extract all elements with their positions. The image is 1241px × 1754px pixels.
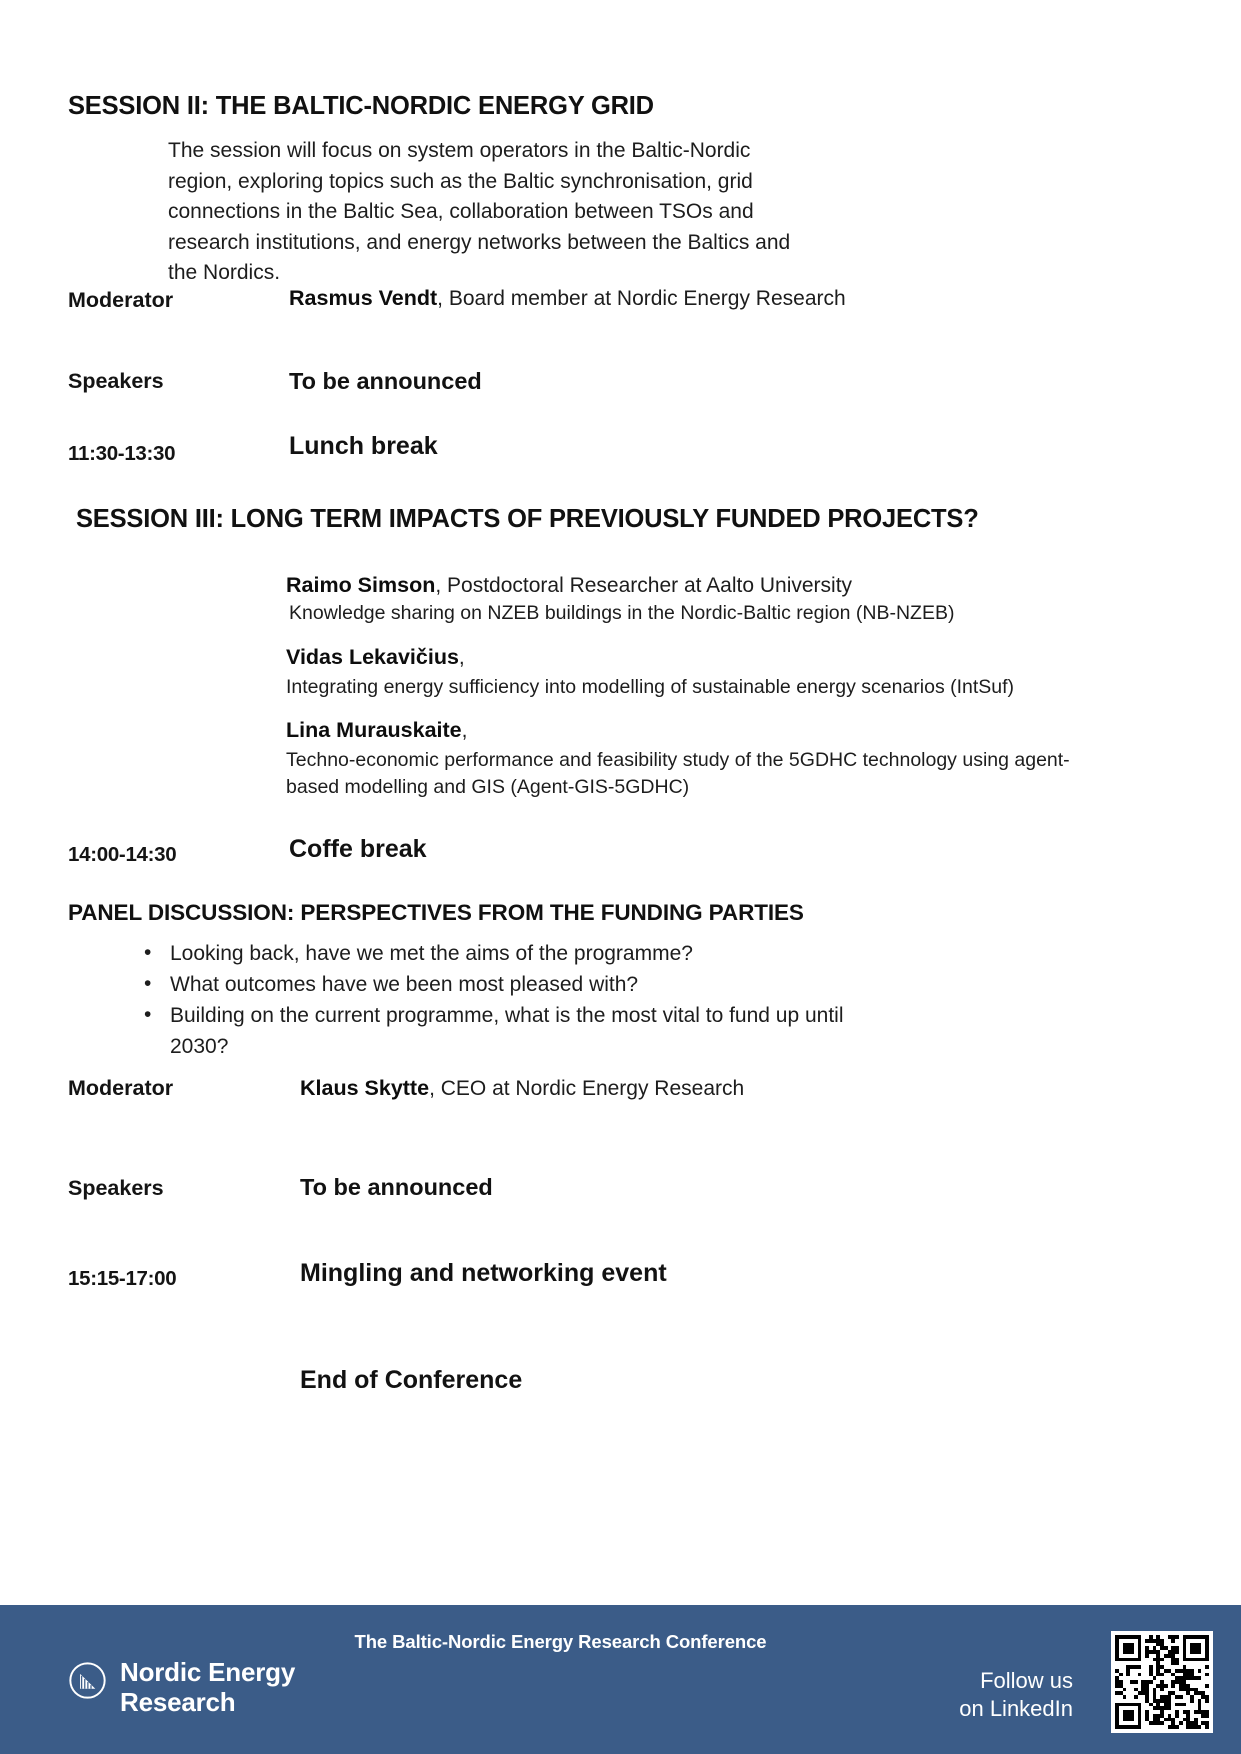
session-3-speaker-1-role: , Postdoctoral Researcher at Aalto University — [435, 574, 853, 597]
follow-line-2: on LinkedIn — [959, 1696, 1073, 1721]
lunch-time: 11:30-13:30 — [68, 442, 176, 465]
session-2-moderator-value — [289, 286, 846, 311]
session-3-heading: SESSION III: LONG TERM IMPACTS OF PREVIOUSLY FUNDED PROJECTS? — [76, 505, 979, 533]
coffee-title: Coffe break — [289, 835, 427, 863]
session-3-speaker-3 — [286, 718, 1076, 801]
session-2-description: The session will focus on system operators in the Baltic-Nordic region, exploring topics such as the Baltic synchronisation, grid connections in the Baltic Sea, collaboration between TSOs and research institutions, and energy networks between the Baltics and the Nordics. — [168, 139, 791, 284]
logo-line-2: Research — [120, 1687, 236, 1717]
session-3-speaker-3-role: , — [461, 719, 468, 742]
session-3-speaker-2-role: , — [458, 646, 465, 669]
session-3-speaker-2-name: Vidas Lekavičius — [286, 645, 459, 669]
logo-wordmark — [120, 1657, 295, 1717]
nordic-energy-logo-icon — [68, 1661, 107, 1700]
coffee-time: 14:00-14:30 — [68, 843, 177, 866]
end-of-conference-title: End of Conference — [300, 1366, 523, 1394]
session-2-moderator-role: , Board member at Nordic Energy Research — [437, 287, 846, 310]
linkedin-qr-code[interactable] — [1111, 1631, 1213, 1733]
mingling-time: 15:15-17:00 — [68, 1267, 177, 1290]
session-3-speaker-3-line — [286, 718, 1076, 743]
panel-speakers-label: Speakers — [68, 1176, 164, 1200]
session-2-speakers-value: To be announced — [289, 368, 482, 394]
session-3-speaker-1-line — [286, 573, 954, 598]
session-3-speaker-3-project: Techno-economic performance and feasibility study of the 5GDHC technology using agent-based modelling and GIS (Agent-GIS-5GDHC) — [286, 749, 1070, 798]
panel-moderator-role: , CEO at Nordic Energy Research — [429, 1077, 745, 1100]
lunch-title: Lunch break — [289, 432, 438, 460]
mingling-title: Mingling and networking event — [300, 1259, 667, 1287]
session-2-heading: SESSION II: THE BALTIC-NORDIC ENERGY GRID — [68, 92, 654, 120]
session-3-speaker-1-name: Raimo Simson — [286, 573, 436, 597]
session-2-moderator-name: Rasmus Vendt — [289, 286, 438, 310]
session-2-speakers-label: Speakers — [68, 369, 164, 393]
session-2-moderator-label: Moderator — [68, 288, 174, 312]
panel-question-item: • Looking back, have we met the aims of the programme? — [144, 938, 904, 969]
nordic-energy-research-logo — [68, 1657, 295, 1717]
panel-question-item: • Building on the current programme, what is the most vital to fund up until 2030? — [144, 1000, 904, 1062]
page-footer — [0, 1605, 1241, 1754]
panel-questions-list — [122, 938, 904, 1062]
panel-discussion-heading: PANEL DISCUSSION: PERSPECTIVES FROM THE FUNDING PARTIES — [68, 900, 804, 925]
session-3-speaker-1 — [286, 573, 954, 627]
footer-conference-title: The Baltic-Nordic Energy Research Conference — [354, 1631, 767, 1652]
follow-us-text — [959, 1667, 1073, 1723]
logo-line-1: Nordic Energy — [120, 1657, 296, 1687]
session-3-speaker-2-project: Integrating energy sufficiency into modelling of sustainable energy scenarios (IntSuf) — [286, 676, 1015, 698]
follow-line-1: Follow us — [980, 1668, 1073, 1693]
panel-moderator-label: Moderator — [68, 1076, 174, 1100]
session-3-speaker-1-project: Knowledge sharing on NZEB buildings in the Nordic-Baltic region (NB-NZEB) — [289, 602, 955, 624]
session-3-speaker-3-name: Lina Murauskaite — [286, 718, 462, 742]
panel-speakers-value: To be announced — [300, 1174, 493, 1200]
panel-moderator-name: Klaus Skytte — [300, 1076, 430, 1100]
panel-question-item: • What outcomes have we been most pleased with? — [144, 969, 904, 1000]
panel-moderator-value — [300, 1076, 744, 1101]
session-3-speaker-2 — [286, 645, 1014, 701]
session-3-speaker-2-line — [286, 645, 1014, 670]
qr-code-modules — [1115, 1635, 1209, 1729]
